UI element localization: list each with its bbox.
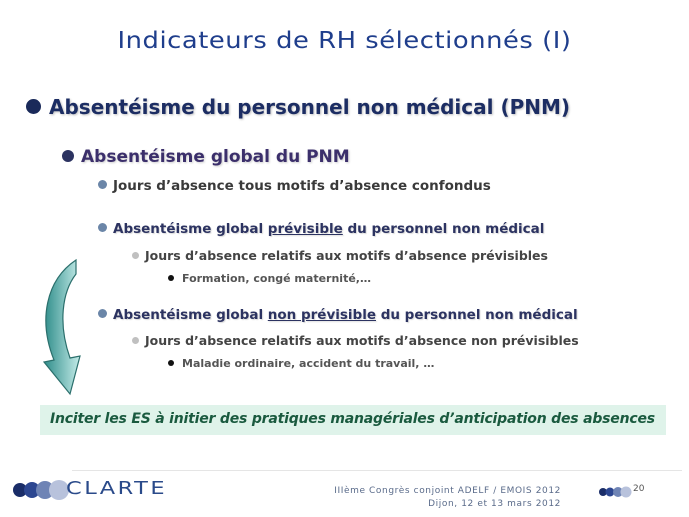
prev-sub-text: Jours d’absence relatifs aux motifs d’absence prévisibles bbox=[145, 248, 548, 263]
bullet-dot-icon bbox=[132, 337, 139, 344]
bullet-absenteisme-non-previsible bbox=[98, 307, 578, 323]
page-number: 20 bbox=[633, 484, 645, 494]
level2-text: Absentéisme global du PNM bbox=[81, 147, 350, 167]
bullet-prev-sub bbox=[132, 248, 548, 263]
bullet-nonprev-sub bbox=[132, 333, 579, 348]
nonprev-text-underlined: non prévisible bbox=[267, 307, 376, 323]
clarte-logo-text: CLARTE bbox=[66, 478, 168, 499]
footer-congress: IIIème Congrès conjoint ADELF / EMOIS 2012 bbox=[334, 486, 561, 496]
bullet-jours-tous-motifs bbox=[98, 178, 491, 194]
bullet-level2 bbox=[62, 147, 350, 167]
nonprev-example-text: Maladie ordinaire, accident du travail, … bbox=[182, 357, 435, 370]
slide-title: Indicateurs de RH sélectionnés (I) bbox=[117, 28, 572, 54]
nonprev-sub-text: Jours d’absence relatifs aux motifs d’absence non prévisibles bbox=[145, 333, 579, 348]
bullet-dot-icon bbox=[26, 99, 41, 114]
prev-text-underlined: prévisible bbox=[267, 221, 343, 237]
bullet-dot-icon bbox=[98, 223, 107, 232]
bullet-dot-icon bbox=[168, 360, 174, 366]
curved-arrow-icon bbox=[36, 258, 86, 398]
bullet-prev-example bbox=[168, 272, 371, 285]
banner-text: Inciter les ES à initier des pratiques managériales d’anticipation des absences bbox=[50, 411, 655, 427]
bullet-level1 bbox=[26, 95, 570, 119]
bullet-dot-icon bbox=[98, 180, 107, 189]
bullet-dot-icon bbox=[62, 150, 74, 162]
prev-text-pre: Absentéisme global bbox=[113, 221, 268, 237]
conclusion-banner bbox=[40, 405, 666, 435]
bullet-dot-icon bbox=[98, 309, 107, 318]
prev-example-text: Formation, congé maternité,… bbox=[182, 272, 371, 285]
prev-text-post: du personnel non médical bbox=[342, 221, 545, 237]
footer-date: Dijon, 12 et 13 mars 2012 bbox=[428, 499, 561, 509]
bullet-dot-icon bbox=[132, 252, 139, 259]
level1-text: Absentéisme du personnel non médical (PNM) bbox=[49, 95, 571, 119]
jours-tous-text: Jours d’absence tous motifs d’absence confondus bbox=[113, 178, 491, 194]
bullet-dot-icon bbox=[168, 275, 174, 281]
nonprev-text-pre: Absentéisme global bbox=[113, 307, 268, 323]
page-dots-icon bbox=[598, 486, 632, 498]
footer-divider bbox=[72, 470, 682, 471]
bullet-absenteisme-previsible bbox=[98, 221, 544, 237]
bullet-nonprev-example bbox=[168, 357, 434, 370]
nonprev-text-post: du personnel non médical bbox=[376, 307, 578, 323]
